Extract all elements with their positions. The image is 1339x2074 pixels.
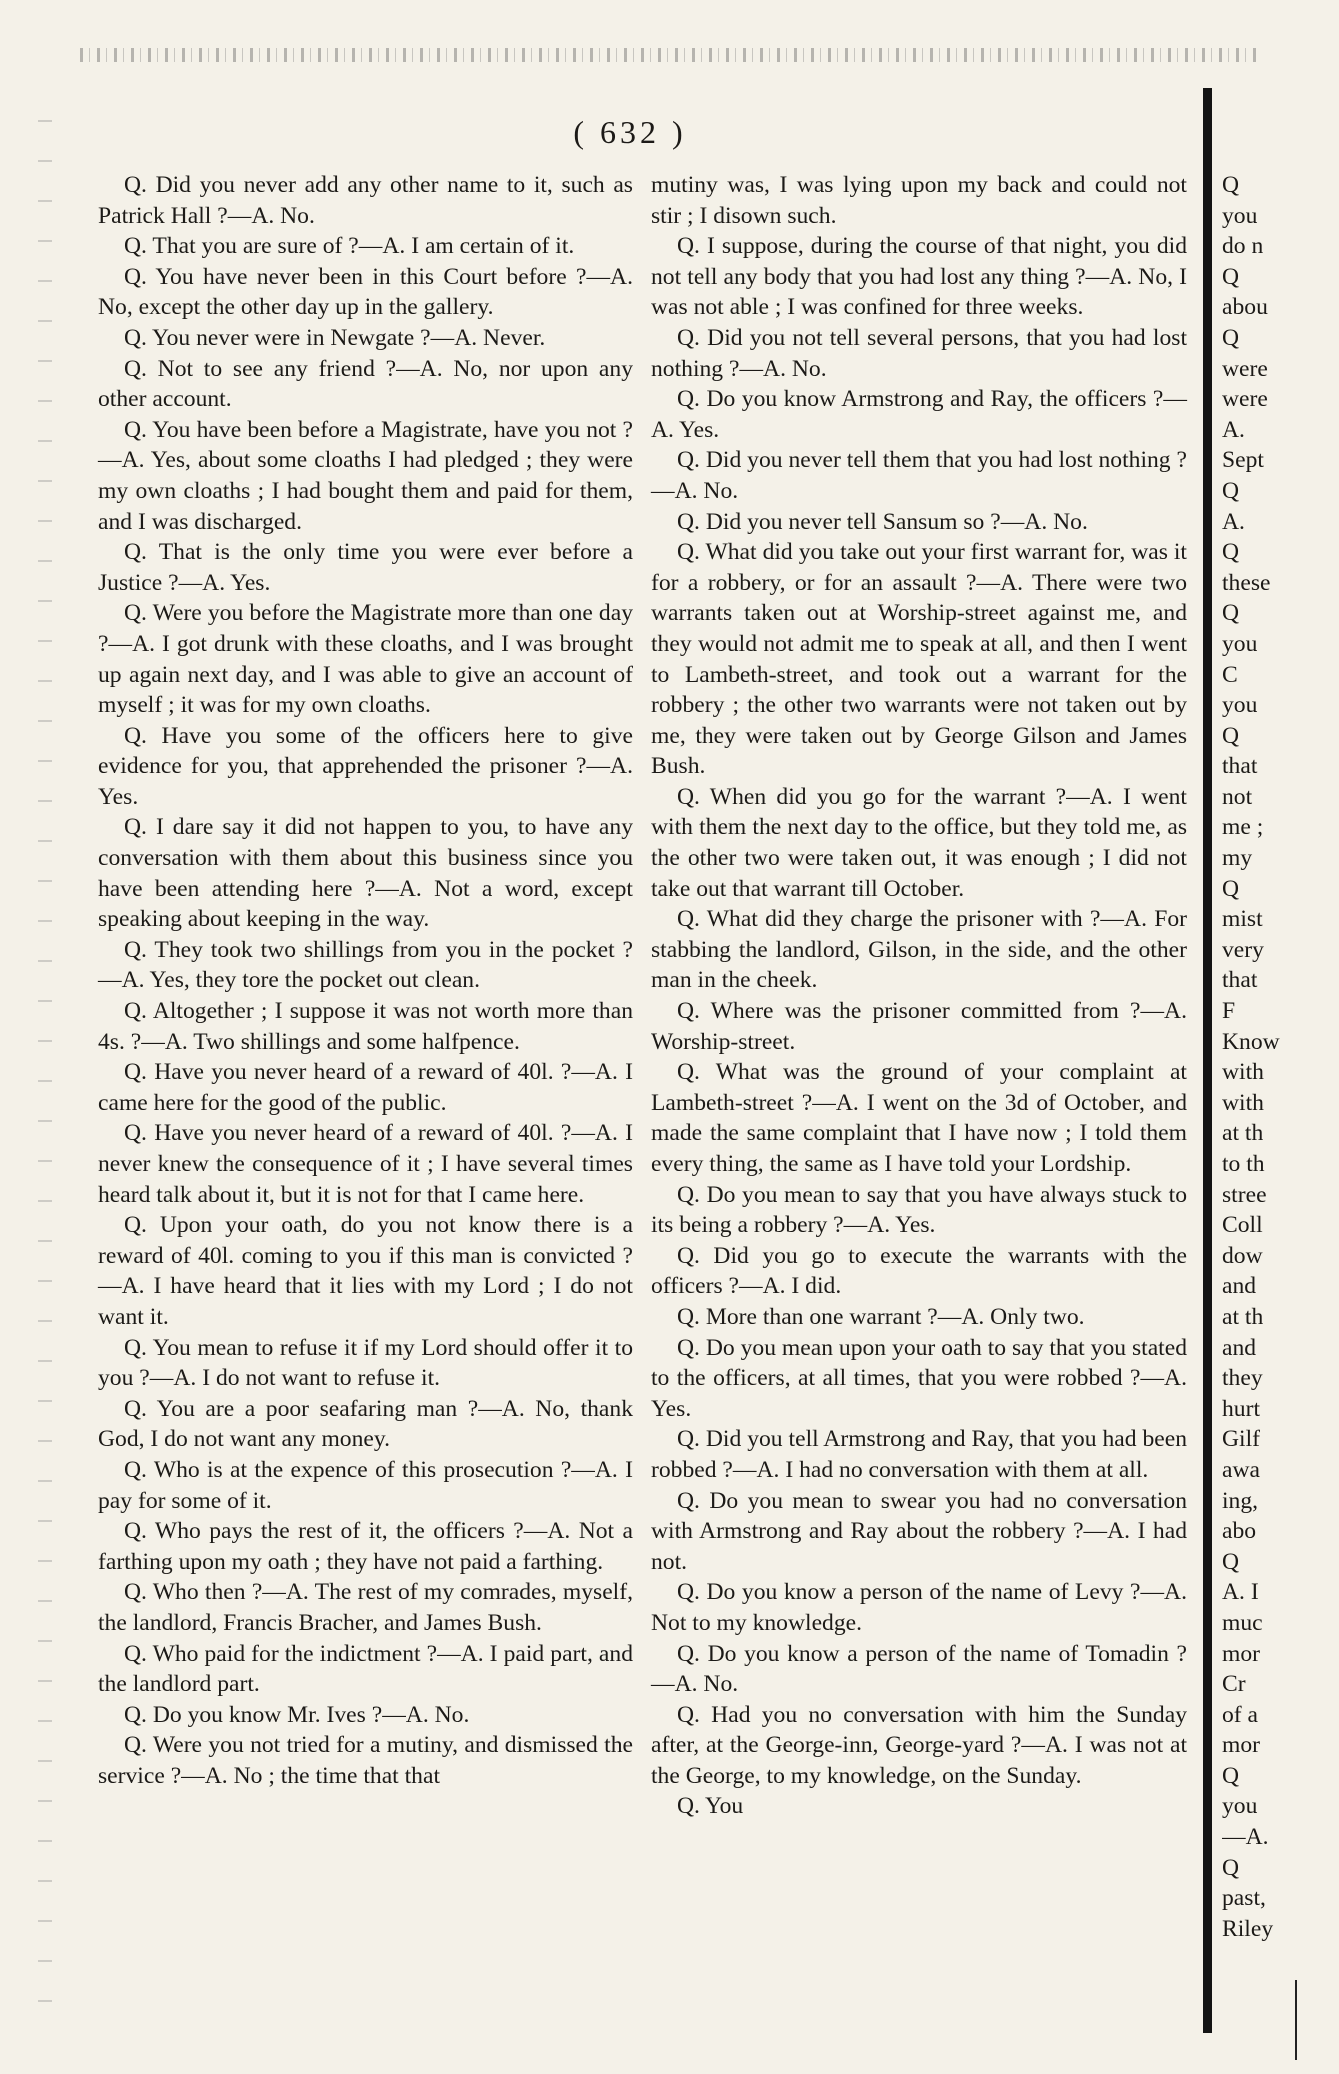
sliver-line: with bbox=[1222, 1089, 1264, 1116]
paragraph: Q. That is the only time you were ever before a Justice ?—A. Yes. bbox=[98, 539, 633, 596]
paragraph: Q. They took two shillings from you in the pocket ?—A. Yes, they tore the pocket out clean. bbox=[98, 936, 633, 994]
sliver-line: Q bbox=[1222, 172, 1240, 198]
sliver-line: of a bbox=[1222, 1701, 1259, 1728]
paragraph: Q. Do you know a person of the name of Levy ?—A. Not to my knowledge. bbox=[651, 1579, 1187, 1636]
sliver-line: abo bbox=[1222, 1518, 1257, 1545]
sliver-line: and bbox=[1222, 1273, 1257, 1300]
page-number: ( 632 ) bbox=[573, 114, 687, 150]
paragraph: Q. You mean to refuse it if my Lord should offer it to you ?—A. I do not want to refuse it. bbox=[98, 1334, 633, 1392]
paragraph: Q. Who paid for the indictment ?—A. I paid part, and the landlord part. bbox=[98, 1640, 633, 1698]
paragraph: Q. Who pays the rest of it, the officers ?—A. Not a farthing upon my oath ; they have not paid a farthing. bbox=[98, 1518, 633, 1575]
sliver-line: mor bbox=[1222, 1732, 1261, 1759]
paragraph: Q. That you are sure of ?—A. I am certain of it. bbox=[124, 233, 575, 260]
sliver-line: that bbox=[1222, 967, 1258, 994]
sliver-line: abou bbox=[1222, 294, 1268, 321]
column-divider-rule bbox=[1203, 88, 1212, 2033]
sliver-line: not bbox=[1222, 783, 1253, 810]
sliver-line: Q bbox=[1222, 324, 1240, 351]
paragraph: Q. Were you before the Magistrate more than one day ?—A. I got drunk with these cloaths, and I was brought up again next day, and I was able to give an account of myself ; it was for my own cloaths. bbox=[98, 600, 633, 719]
paragraph: Q. Did you never tell them that you had lost nothing ?—A. No. bbox=[651, 447, 1187, 504]
paragraph: Q. Do you mean to say that you have always stuck to its being a robbery ?—A. Yes. bbox=[651, 1181, 1187, 1239]
sliver-line: mist bbox=[1222, 906, 1263, 933]
sliver-line: —A. bbox=[1222, 1824, 1269, 1851]
paragraph: Q. What did they charge the prisoner with ?—A. For stabbing the landlord, Gilson, in the side, and the other man in the cheek. bbox=[651, 906, 1187, 994]
foot-tick bbox=[1295, 1980, 1297, 2060]
paragraph: Q. Were you not tried for a mutiny, and dismissed the service ?—A. No ; the time that that bbox=[98, 1732, 633, 1789]
sliver-line: F bbox=[1222, 998, 1236, 1025]
paragraph: Q. Do you mean upon your oath to say that you stated to the officers, at all times, that you were robbed ?—A. Yes. bbox=[651, 1334, 1187, 1422]
paragraph: Q. Had you no conversation with him the Sunday after, at the George-inn, George-yard ?—A. I was not at the George, to my knowledge, on the Sunday. bbox=[651, 1701, 1187, 1789]
sliver-line: Q bbox=[1222, 1548, 1240, 1575]
sliver-line: they bbox=[1222, 1365, 1263, 1392]
paragraph: Q. Who then ?—A. The rest of my comrades, myself, the landlord, Francis Bracher, and James Bush. bbox=[98, 1579, 633, 1636]
sliver-line: dow bbox=[1222, 1242, 1263, 1269]
paragraph: Q. You never were in Newgate ?—A. Never. bbox=[124, 324, 546, 351]
sliver-line: past, bbox=[1222, 1885, 1266, 1912]
sliver-line: Q bbox=[1222, 875, 1240, 902]
paragraph: Q. You bbox=[677, 1793, 744, 1820]
sliver-line: Q bbox=[1222, 600, 1240, 627]
sliver-line: Q bbox=[1222, 1854, 1240, 1881]
sliver-line: Q bbox=[1222, 539, 1240, 566]
paragraph: Q. I suppose, during the course of that night, you did not tell any body that you had lost any thing ?—A. No, I was not able ; I was confined for three weeks. bbox=[651, 233, 1187, 321]
sliver-line: were bbox=[1222, 355, 1268, 382]
paragraph: Q. Who is at the expence of this prosecution ?—A. I pay for some of it. bbox=[98, 1456, 633, 1514]
paragraph: Q. When did you go for the warrant ?—A. I went with them the next day to the office, but they told me, as the other two were taken out, it was enough ; I did not take out that warrant till October. bbox=[651, 783, 1187, 902]
top-edge-noise bbox=[80, 48, 1260, 62]
paragraph: Q. Where was the prisoner committed from ?—A. Worship-street. bbox=[651, 998, 1187, 1055]
sliver-line: you bbox=[1222, 1793, 1258, 1820]
paragraph: Q. Did you never add any other name to it, such as Patrick Hall ?—A. No. bbox=[98, 172, 633, 229]
paragraph: Q. Did you never tell Sansum so ?—A. No. bbox=[677, 508, 1088, 535]
paragraph: Q. Have you some of the officers here to give evidence for you, that apprehended the prisoner ?—A. Yes. bbox=[98, 722, 633, 810]
sliver-line: you bbox=[1222, 692, 1258, 719]
sliver-line: ing, bbox=[1222, 1487, 1259, 1514]
sliver-line: A. bbox=[1222, 508, 1245, 535]
sliver-line: Coll bbox=[1222, 1212, 1263, 1239]
paragraph: Q. Do you know Mr. Ives ?—A. No. bbox=[124, 1701, 470, 1728]
paragraph: Q. Do you know Armstrong and Ray, the officers ?—A. Yes. bbox=[651, 386, 1187, 443]
sliver-line: muc bbox=[1222, 1609, 1263, 1636]
sliver-line: were bbox=[1222, 386, 1268, 413]
sliver-line: at th bbox=[1222, 1303, 1264, 1330]
paragraph: Q. Have you never heard of a reward of 40l. ?—A. I came here for the good of the public. bbox=[98, 1059, 633, 1116]
paragraph: Q. What did you take out your first warrant for, was it for a robbery, or for an assault ?—A. There were two warrants taken out at Worship-street against me, and they would not admit me to speak at all, and then I went to Lambeth-street, and took out a warrant for the robbery ; the other two warrants were not taken out by me, they were taken out by George Gilson and James Bush. bbox=[651, 539, 1187, 780]
sliver-line: hurt bbox=[1222, 1395, 1261, 1422]
left-margin-marks bbox=[38, 120, 52, 2040]
sliver-line: me ; bbox=[1222, 814, 1264, 841]
paragraph: Q. You are a poor seafaring man ?—A. No, thank God, I do not want any money. bbox=[98, 1395, 633, 1453]
sliver-line: do n bbox=[1222, 233, 1264, 260]
paragraph: Q. I dare say it did not happen to you, to have any conversation with them about this business since you have been attending here ?—A. Not a word, except speaking about keeping in the way. bbox=[98, 814, 633, 933]
sliver-line: awa bbox=[1222, 1456, 1260, 1483]
sliver-line: with bbox=[1222, 1059, 1264, 1086]
sliver-line: Q bbox=[1222, 263, 1240, 290]
sliver-line: Cr bbox=[1222, 1671, 1246, 1698]
sliver-line: Q bbox=[1222, 1762, 1240, 1789]
sliver-line: Q bbox=[1222, 722, 1240, 749]
sliver-line: Gilf bbox=[1222, 1426, 1261, 1453]
sliver-line: you bbox=[1222, 630, 1258, 657]
paragraph: Q. Did you tell Armstrong and Ray, that you had been robbed ?—A. I had no conversation with them at all. bbox=[651, 1426, 1187, 1483]
sliver-line: A. I bbox=[1222, 1579, 1259, 1606]
column-left bbox=[98, 170, 633, 1791]
sliver-line: that bbox=[1222, 753, 1258, 780]
sliver-line: Riley bbox=[1222, 1915, 1274, 1942]
sliver-line: at th bbox=[1222, 1120, 1264, 1147]
sliver-line: very bbox=[1222, 936, 1264, 963]
paragraph: Q. Not to see any friend ?—A. No, nor upon any other account. bbox=[98, 355, 633, 413]
sliver-line: mor bbox=[1222, 1640, 1261, 1667]
paragraph: Q. Did you not tell several persons, that you had lost nothing ?—A. No. bbox=[651, 324, 1187, 382]
next-page-sliver bbox=[1222, 170, 1339, 1944]
paragraph: Q. What was the ground of your complaint at Lambeth-street ?—A. I went on the 3d of October, and made the same complaint that I have now ; I told them every thing, the same as I have told your Lordship. bbox=[651, 1059, 1187, 1177]
paragraph: Q. You have never been in this Court before ?—A. No, except the other day up in the gallery. bbox=[98, 263, 633, 321]
sliver-line: these bbox=[1222, 569, 1271, 596]
sliver-line: C bbox=[1222, 661, 1238, 688]
sliver-line: Q bbox=[1222, 477, 1240, 504]
sliver-line: you bbox=[1222, 202, 1258, 229]
paragraph: mutiny was, I was lying upon my back and could not stir ; I disown such. bbox=[651, 172, 1187, 229]
sliver-line: Sept bbox=[1222, 447, 1264, 474]
column-right bbox=[651, 170, 1187, 1822]
paragraph: Q. You have been before a Magistrate, have you not ?—A. Yes, about some cloaths I had pledged ; they were my own cloaths ; I had bought them and paid for them, and I was discharged. bbox=[98, 416, 633, 535]
paragraph: Q. Do you know a person of the name of Tomadin ?—A. No. bbox=[651, 1640, 1187, 1698]
sliver-line: my bbox=[1222, 845, 1253, 872]
paragraph: Q. Have you never heard of a reward of 40l. ?—A. I never knew the consequence of it ; I have several times heard talk about it, but it is not for that I came here. bbox=[98, 1120, 633, 1208]
paragraph: Q. Did you go to execute the warrants with the officers ?—A. I did. bbox=[651, 1242, 1187, 1300]
sliver-line: to th bbox=[1222, 1151, 1265, 1177]
paragraph: Q. Do you mean to swear you had no conversation with Armstrong and Ray about the robbery ?—A. I had not. bbox=[651, 1487, 1187, 1575]
paragraph: Q. Upon your oath, do you not know there is a reward of 40l. coming to you if this man is convicted ?—A. I have heard that it lies with my Lord ; I do not want it. bbox=[98, 1212, 633, 1330]
sliver-line: Know bbox=[1222, 1028, 1280, 1055]
sliver-line: stree bbox=[1222, 1181, 1267, 1208]
paragraph: Q. Altogether ; I suppose it was not worth more than 4s. ?—A. Two shillings and some halfpence. bbox=[98, 998, 633, 1055]
sliver-line: and bbox=[1222, 1334, 1257, 1361]
sliver-line: A. bbox=[1222, 416, 1245, 443]
paragraph: Q. More than one warrant ?—A. Only two. bbox=[677, 1303, 1085, 1330]
